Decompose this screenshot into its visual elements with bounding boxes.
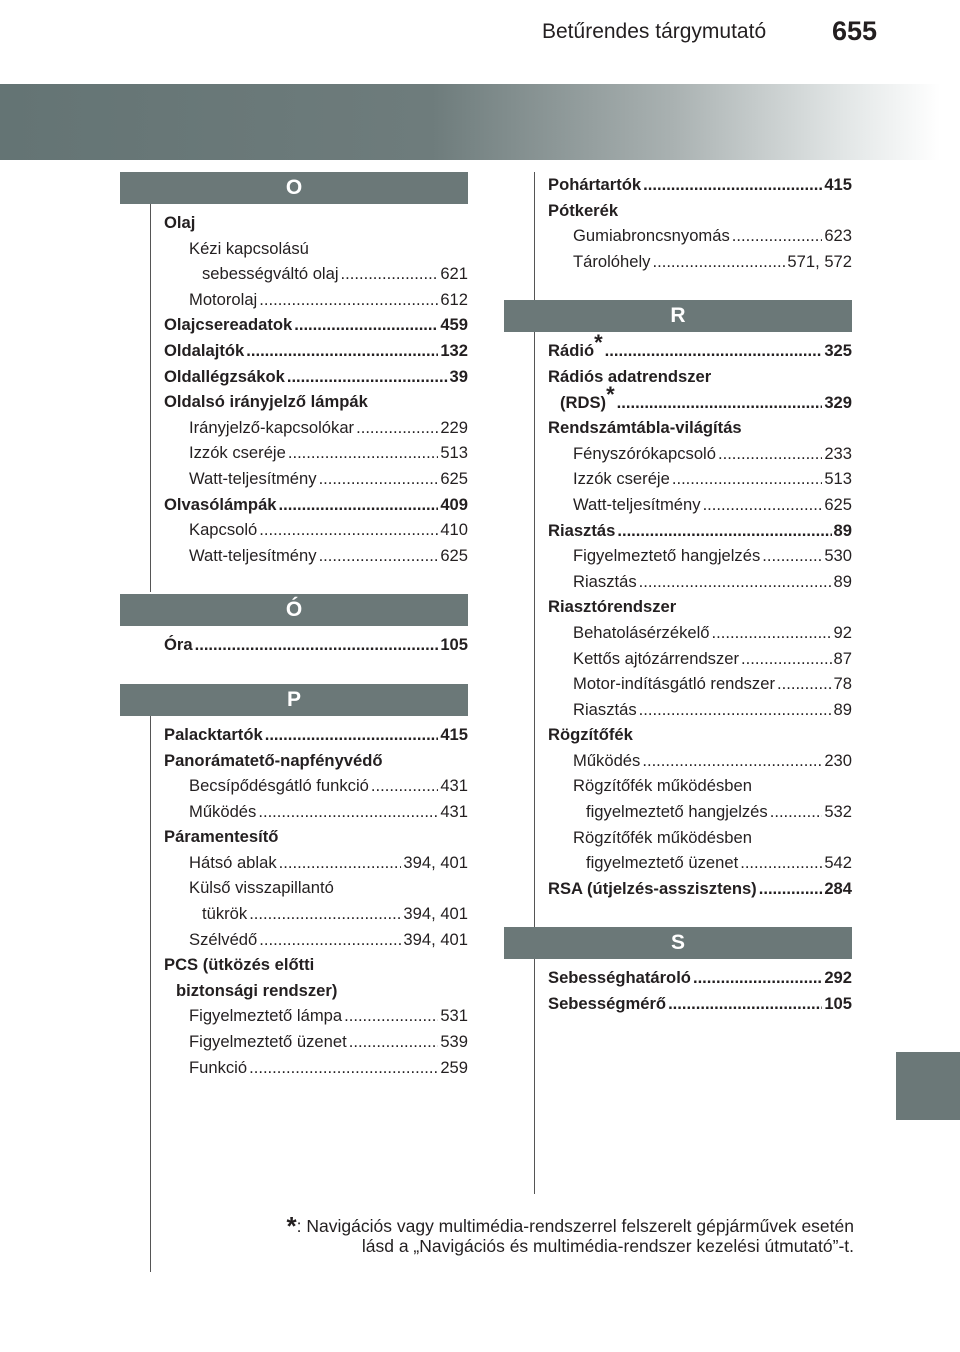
footnote-line-1 bbox=[200, 1208, 854, 1239]
entry-term: Behatolásérzékelő bbox=[573, 622, 710, 642]
dot-leader bbox=[249, 1055, 438, 1081]
entry-term: Sebességhatároló bbox=[548, 968, 691, 988]
entry-term: Riasztórendszer bbox=[548, 597, 677, 617]
entry-page-ref: 87 bbox=[833, 648, 852, 668]
entry-page-ref: 105 bbox=[824, 994, 852, 1014]
entry-term: Kettős ajtózárrendszer bbox=[573, 648, 740, 668]
index-entry bbox=[548, 825, 852, 851]
chapter-side-tab bbox=[896, 1052, 960, 1120]
dot-leader bbox=[279, 492, 439, 518]
entry-page-ref: 233 bbox=[824, 443, 852, 463]
dot-leader bbox=[762, 543, 822, 569]
entry-term: Irányjelző-kapcsolókar bbox=[189, 417, 355, 437]
entry-page-ref: 292 bbox=[824, 968, 852, 988]
dot-leader bbox=[617, 390, 823, 416]
index-entry bbox=[164, 799, 468, 825]
index-entry bbox=[548, 543, 852, 569]
index-entry bbox=[548, 330, 852, 364]
entry-term: Páramentesítő bbox=[164, 827, 279, 847]
index-entry bbox=[164, 261, 468, 287]
entry-page-ref: 459 bbox=[440, 315, 468, 335]
dot-leader bbox=[777, 671, 832, 697]
index-entry bbox=[548, 492, 852, 518]
dot-leader bbox=[643, 172, 822, 198]
entry-page-ref: 571, 572 bbox=[787, 251, 852, 271]
entry-term: Fényszórókapcsoló bbox=[573, 443, 716, 463]
index-entry bbox=[164, 901, 468, 927]
entry-term: (RDS) bbox=[560, 392, 607, 412]
entry-term: RSA (útjelzés-asszisztens) bbox=[548, 878, 757, 898]
index-entry bbox=[164, 1003, 468, 1029]
entry-page-ref: 612 bbox=[440, 289, 468, 309]
entry-page-ref: 539 bbox=[440, 1032, 468, 1052]
entry-term: Pohártartók bbox=[548, 175, 642, 194]
entry-term: Kapcsoló bbox=[189, 520, 258, 540]
entry-term: Funkció bbox=[189, 1057, 248, 1077]
entry-page-ref: 89 bbox=[833, 571, 852, 591]
index-entry bbox=[548, 876, 852, 902]
entry-page-ref: 431 bbox=[440, 776, 468, 796]
entry-term: Sebességmérő bbox=[548, 994, 667, 1014]
dot-leader bbox=[265, 722, 439, 748]
entry-term: Watt-teljesítmény bbox=[573, 494, 701, 514]
entry-term: Izzók cseréje bbox=[573, 469, 670, 489]
entry-page-ref: 415 bbox=[824, 175, 852, 194]
index-entry bbox=[164, 927, 468, 953]
entry-term: sebességváltó olaj bbox=[202, 264, 339, 284]
entry-page-ref: 89 bbox=[833, 699, 852, 719]
entry-term: tükrök bbox=[202, 904, 248, 924]
index-entry bbox=[548, 364, 852, 390]
dot-leader bbox=[294, 312, 438, 338]
entry-page-ref: 105 bbox=[440, 635, 468, 655]
dot-leader bbox=[718, 441, 822, 467]
entry-page-ref: 431 bbox=[440, 801, 468, 821]
entry-term: PCS (ütközés előtti bbox=[164, 955, 315, 975]
entry-term: figyelmeztető üzenet bbox=[586, 853, 739, 873]
dot-leader bbox=[759, 876, 823, 902]
index-entry bbox=[164, 338, 468, 364]
entry-page-ref: 325 bbox=[824, 341, 852, 361]
dot-leader bbox=[288, 440, 438, 466]
entry-page-ref: 531 bbox=[440, 1006, 468, 1026]
entry-page-ref: 394, 401 bbox=[403, 929, 468, 949]
entry-page-ref: 394, 401 bbox=[403, 904, 468, 924]
entry-page-ref: 409 bbox=[440, 494, 468, 514]
entry-term: Motor-indításgátló rendszer bbox=[573, 674, 775, 694]
header-title: Betűrendes tárgymutató bbox=[542, 20, 767, 43]
dot-leader bbox=[349, 1029, 439, 1055]
entry-term: Rádiós adatrendszer bbox=[548, 366, 712, 386]
entry-term: Riasztás bbox=[573, 571, 637, 591]
entry-term: Olajcsereadatok bbox=[164, 315, 293, 335]
entry-term: Gumiabroncsnyomás bbox=[573, 226, 730, 246]
dot-leader bbox=[259, 517, 438, 543]
entry-term: biztonsági rendszer) bbox=[176, 980, 338, 1000]
index-entry bbox=[548, 172, 852, 198]
page-number: 655 bbox=[832, 16, 878, 46]
index-entry bbox=[164, 875, 468, 901]
index-entry bbox=[164, 1029, 468, 1055]
dot-leader bbox=[732, 223, 823, 249]
section-header: Ó bbox=[120, 594, 468, 626]
dot-leader bbox=[371, 773, 438, 799]
dot-leader bbox=[712, 620, 832, 646]
entry-term: Watt-teljesítmény bbox=[189, 468, 317, 488]
entry-term: Hátsó ablak bbox=[189, 852, 277, 872]
dot-leader bbox=[259, 287, 438, 313]
index-entry bbox=[548, 799, 852, 825]
index-entry bbox=[548, 671, 852, 697]
entry-page-ref: 621 bbox=[440, 264, 468, 284]
entry-page-ref: 532 bbox=[824, 802, 852, 822]
index-entry bbox=[164, 236, 468, 262]
entry-page-ref: 230 bbox=[824, 750, 852, 770]
entry-term: figyelmeztető hangjelzés bbox=[586, 802, 768, 822]
index-entry bbox=[548, 748, 852, 774]
dot-leader bbox=[642, 748, 822, 774]
index-entry bbox=[548, 415, 852, 441]
index-entry bbox=[548, 249, 852, 275]
dot-leader bbox=[259, 927, 401, 953]
entry-term: Működés bbox=[573, 750, 641, 770]
entry-page-ref: 410 bbox=[440, 520, 468, 540]
dot-leader bbox=[740, 850, 822, 876]
dot-leader bbox=[195, 632, 439, 658]
index-entry bbox=[548, 722, 852, 748]
entry-term: Palacktartók bbox=[164, 724, 263, 744]
entry-page-ref: 625 bbox=[440, 545, 468, 565]
footnote-line-2: lásd a „Navigációs és multimédia-rendszer kezelési útmutató”-t. bbox=[361, 1236, 854, 1256]
entry-term: Figyelmeztető hangjelzés bbox=[573, 546, 761, 566]
dot-leader bbox=[672, 466, 822, 492]
dot-leader bbox=[605, 338, 823, 364]
index-entry bbox=[548, 646, 852, 672]
index-entry bbox=[164, 312, 468, 338]
entry-page-ref: 625 bbox=[824, 494, 852, 514]
page-header bbox=[0, 0, 960, 76]
index-entry bbox=[164, 632, 468, 658]
index-entry bbox=[548, 697, 852, 723]
footnote-marker: * bbox=[606, 381, 615, 407]
dot-leader bbox=[639, 569, 832, 595]
dot-leader bbox=[319, 543, 439, 569]
index-entry bbox=[548, 466, 852, 492]
entry-page-ref: 530 bbox=[824, 546, 852, 566]
entry-term: Motorolaj bbox=[189, 289, 258, 309]
entry-term: Rögzítőfék működésben bbox=[573, 776, 752, 796]
dot-leader bbox=[693, 965, 822, 991]
dot-leader bbox=[258, 799, 438, 825]
entry-term: Rögzítőfék működésben bbox=[573, 827, 752, 847]
index-entry bbox=[548, 381, 852, 416]
index-entry bbox=[548, 223, 852, 249]
entry-term: Oldalsó irányjelző lámpák bbox=[164, 392, 368, 412]
entry-term: Működés bbox=[189, 801, 257, 821]
entry-term: Kézi kapcsolású bbox=[189, 238, 309, 258]
footnote-marker: * bbox=[594, 330, 603, 356]
entry-term: Tárolóhely bbox=[573, 251, 651, 271]
entry-page-ref: 78 bbox=[833, 674, 852, 694]
entry-page-ref: 542 bbox=[824, 853, 852, 873]
entry-term: Külső visszapillantó bbox=[189, 878, 334, 898]
section-header: O bbox=[120, 172, 468, 204]
entry-term: Rádió bbox=[548, 341, 595, 361]
entry-term: Panorámatető-napfényvédő bbox=[164, 750, 383, 770]
dot-leader bbox=[279, 850, 402, 876]
dot-leader bbox=[703, 492, 823, 518]
index-entry bbox=[548, 569, 852, 595]
entry-term: Olvasólámpák bbox=[164, 494, 277, 514]
entry-term: Szélvédő bbox=[189, 929, 258, 949]
dot-leader bbox=[246, 338, 438, 364]
entry-term: Oldalajtók bbox=[164, 340, 245, 360]
entry-page-ref: 39 bbox=[449, 366, 468, 386]
dot-leader bbox=[617, 518, 831, 544]
index-entry bbox=[548, 441, 852, 467]
index-column-right bbox=[534, 172, 852, 1017]
entry-page-ref: 229 bbox=[440, 417, 468, 437]
dot-leader bbox=[770, 799, 823, 825]
dot-leader bbox=[341, 261, 439, 287]
entry-term: Riasztás bbox=[548, 520, 616, 540]
entry-page-ref: 329 bbox=[824, 392, 852, 412]
index-entry bbox=[164, 722, 468, 748]
dot-leader bbox=[652, 249, 785, 275]
index-entry bbox=[164, 287, 468, 313]
entry-term: Izzók cseréje bbox=[189, 443, 286, 463]
index-entry bbox=[548, 991, 852, 1017]
dot-leader bbox=[741, 646, 832, 672]
entry-page-ref: 284 bbox=[824, 878, 852, 898]
entry-term: Olaj bbox=[164, 213, 196, 232]
entry-term: Rögzítőfék bbox=[548, 725, 633, 745]
index-entry bbox=[164, 415, 468, 441]
index-entry bbox=[548, 965, 852, 991]
dot-leader bbox=[356, 415, 438, 441]
entry-page-ref: 415 bbox=[440, 724, 468, 744]
entry-page-ref: 89 bbox=[833, 520, 852, 540]
dot-leader bbox=[639, 697, 832, 723]
dot-leader bbox=[668, 991, 822, 1017]
index-entry bbox=[164, 748, 468, 774]
index-column-left bbox=[150, 172, 468, 1080]
dot-leader bbox=[319, 466, 439, 492]
entry-term: Becsípődésgátló funkció bbox=[189, 776, 369, 796]
index-entry bbox=[164, 978, 468, 1004]
section-header: S bbox=[504, 927, 852, 959]
index-entry bbox=[164, 850, 468, 876]
entry-term: Riasztás bbox=[573, 699, 637, 719]
index-entry bbox=[548, 773, 852, 799]
entry-page-ref: 513 bbox=[824, 469, 852, 489]
index-entry bbox=[164, 773, 468, 799]
footnote-star: * bbox=[286, 1211, 297, 1241]
index-entry bbox=[164, 364, 468, 390]
entry-term: Pótkerék bbox=[548, 200, 619, 220]
index-entry bbox=[164, 517, 468, 543]
entry-term: Figyelmeztető lámpa bbox=[189, 1006, 343, 1026]
index-entry bbox=[164, 824, 468, 850]
header-band bbox=[0, 84, 960, 160]
index-entry bbox=[164, 440, 468, 466]
entry-term: Watt-teljesítmény bbox=[189, 545, 317, 565]
entry-page-ref: 92 bbox=[833, 622, 852, 642]
dot-leader bbox=[249, 901, 401, 927]
index-entry bbox=[164, 543, 468, 569]
entry-term: Óra bbox=[164, 635, 193, 655]
index-entry bbox=[164, 952, 468, 978]
footnote-text-1: : Navigációs vagy multimédia-rendszerrel felszerelt gépjárművek esetén bbox=[296, 1216, 854, 1236]
index-entry bbox=[164, 466, 468, 492]
index-entry bbox=[548, 594, 852, 620]
dot-leader bbox=[344, 1003, 438, 1029]
entry-term: Figyelmeztető üzenet bbox=[189, 1032, 347, 1052]
index-entry bbox=[164, 210, 468, 236]
index-entry bbox=[548, 850, 852, 876]
index-entry bbox=[164, 492, 468, 518]
entry-page-ref: 132 bbox=[440, 340, 468, 360]
section-header: P bbox=[120, 684, 468, 716]
index-entry bbox=[548, 198, 852, 224]
index-entry bbox=[164, 389, 468, 415]
index-entry bbox=[548, 620, 852, 646]
section-header: R bbox=[504, 300, 852, 332]
entry-term: Rendszámtábla-világítás bbox=[548, 418, 742, 438]
entry-page-ref: 623 bbox=[824, 226, 852, 246]
entry-page-ref: 259 bbox=[440, 1057, 468, 1077]
dot-leader bbox=[287, 364, 448, 390]
entry-page-ref: 625 bbox=[440, 468, 468, 488]
index-entry bbox=[164, 1055, 468, 1081]
index-entry bbox=[548, 518, 852, 544]
entry-page-ref: 394, 401 bbox=[403, 852, 468, 872]
entry-page-ref: 513 bbox=[440, 443, 468, 463]
entry-term: Oldallégzsákok bbox=[164, 366, 285, 386]
